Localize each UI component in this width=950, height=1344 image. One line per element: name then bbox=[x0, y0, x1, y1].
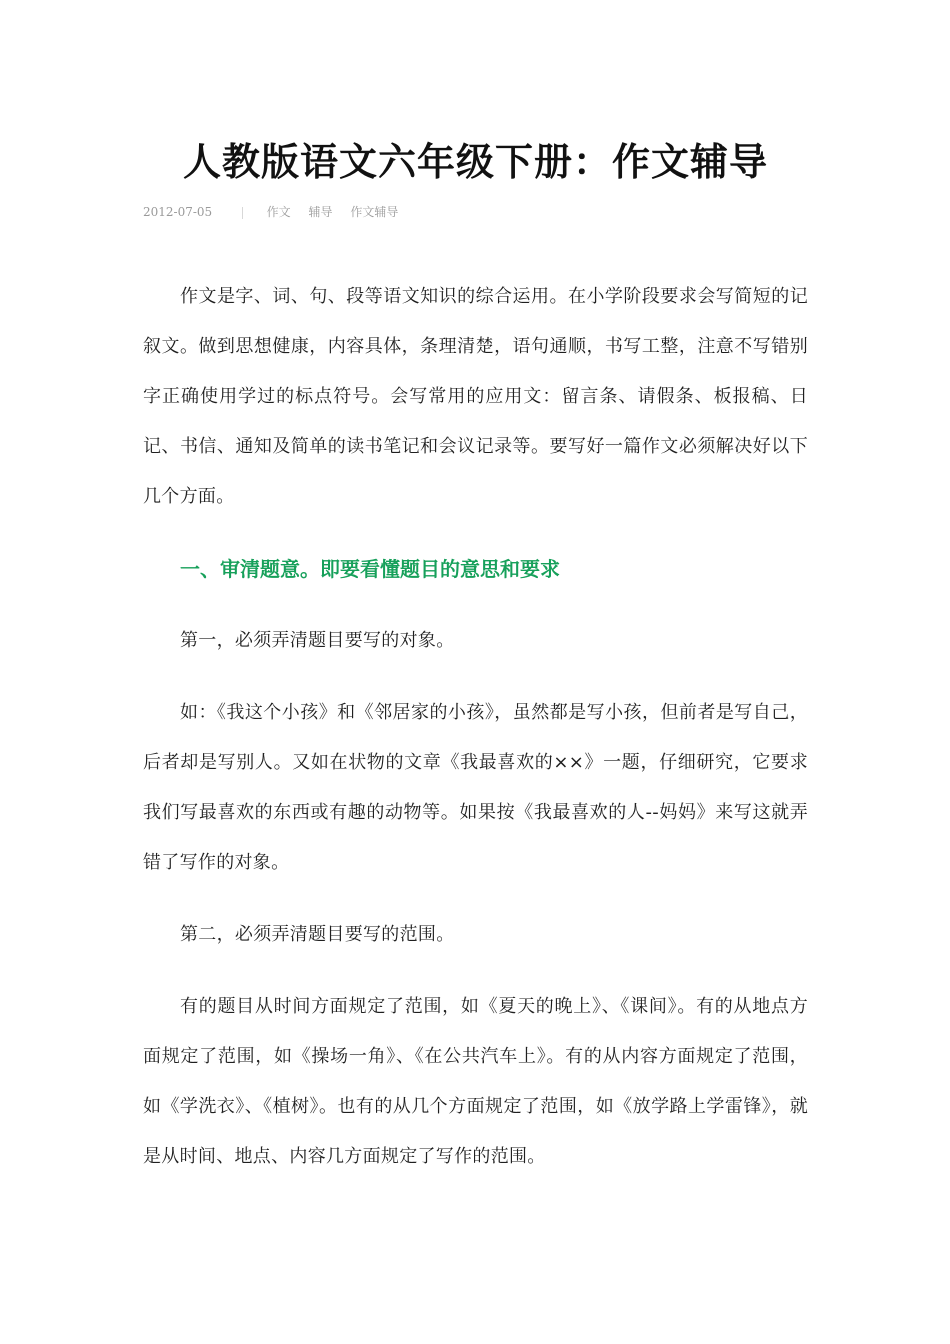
point-title: 第一，必须弄清题目要写的对象。 bbox=[180, 630, 455, 651]
point-paragraph: 如：《我这个小孩》和《邻居家的小孩》，虽然都是写小孩，但前者是写自己，后者却是写别人。又如在状物的文章《我最喜欢的××》一题，仔细研究，它要求我们写最喜欢的东西或有趣的动物等。如果按《我最喜欢的人--妈妈》来写这就弄错了写作的对象。 bbox=[143, 702, 808, 873]
point-paragraph: 有的题目从时间方面规定了范围，如《夏天的晚上》、《课间》。有的从地点方面规定了范围，如《操场一角》、《在公共汽车上》。有的从内容方面规定了范围，如《学洗衣》、《植树》。也有的从几个方面规定了范围，如《放学路上学雷锋》，就是从时间、地点、内容几方面规定了写作的范围。 bbox=[143, 996, 808, 1167]
article-meta bbox=[143, 203, 412, 221]
tag-link[interactable]: 作文 bbox=[266, 205, 291, 219]
meta-divider bbox=[242, 207, 243, 219]
point-title: 第二，必须弄清题目要写的范围。 bbox=[180, 924, 455, 945]
tag-link[interactable]: 作文辅导 bbox=[350, 205, 399, 219]
tag-link[interactable]: 辅导 bbox=[308, 205, 333, 219]
section-heading: 一、审清题意。即要看懂题目的意思和要求 bbox=[180, 557, 560, 581]
publish-date: 2012-07-05 bbox=[143, 205, 213, 219]
intro-paragraph: 作文是字、词、句、段等语文知识的综合运用。在小学阶段要求会写简短的记叙文。做到思想健康，内容具体，条理清楚，语句通顺，书写工整，注意不写错别字正确使用学过的标点符号。会写常用的应用文：留言条、请假条、板报稿、日记、书信、通知及简单的读书笔记和会议记录等。要写好一篇作文必须解决好以下几个方面。 bbox=[143, 286, 808, 507]
article-body bbox=[143, 272, 808, 1182]
article-title: 人教版语文六年级下册：作文辅导 bbox=[182, 140, 768, 184]
